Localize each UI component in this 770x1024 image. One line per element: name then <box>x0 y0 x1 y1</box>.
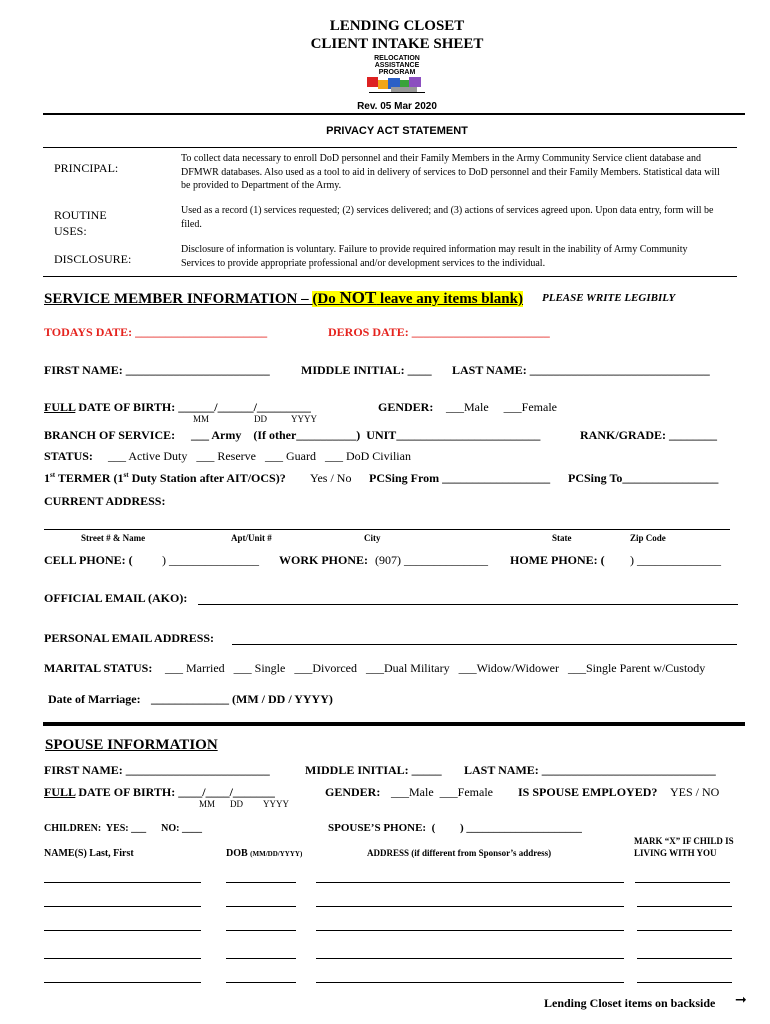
child-2-name-line[interactable] <box>44 906 201 907</box>
spouse-employed-yes-no[interactable]: YES / NO <box>670 785 720 799</box>
dob-hint-yyyy: YYYY <box>291 414 317 424</box>
backside-note: Lending Closet items on backside <box>544 996 716 1010</box>
children-col-dob-label: DOB <box>226 848 248 859</box>
child-1-mark-line[interactable] <box>635 882 730 883</box>
child-2-mark-line[interactable] <box>637 906 732 907</box>
official-email-label: OFFICIAL EMAIL (AKO): <box>44 591 188 605</box>
work-phone-label: WORK PHONE: <box>279 553 368 567</box>
branch-label: BRANCH OF SERVICE: <box>44 428 176 442</box>
spouse-middle-initial-field[interactable]: MIDDLE INITIAL: _____ <box>305 763 442 777</box>
privacy-label-disclosure: DISCLOSURE: <box>54 252 132 266</box>
child-4-mark-line[interactable] <box>637 958 732 959</box>
warning-post: leave any items blank) <box>376 291 523 307</box>
dob-label: DATE OF BIRTH: ______/______/_________ <box>75 400 311 414</box>
date-of-marriage-field[interactable]: _____________ (MM / DD / YYYY) <box>151 692 333 706</box>
addr-col-street: Street # & Name <box>81 533 146 543</box>
arrow-right-icon: ➞ <box>735 992 747 1008</box>
home-phone-label: HOME PHONE: ( <box>510 553 605 567</box>
spouse-employed-label: IS SPOUSE EMPLOYED? <box>518 785 658 799</box>
first-termer-yes-no[interactable]: Yes / No <box>310 471 352 485</box>
gender-label: GENDER: <box>378 400 434 414</box>
pcs-to-field[interactable]: PCSing To________________ <box>568 471 719 485</box>
svg-text:PROGRAM: PROGRAM <box>378 69 416 76</box>
privacy-text-routine-uses: Used as a record (1) services requested; (2) services delivered; and (3) actions of services agreed upon. Upon data entry, form will be filed. <box>181 205 714 230</box>
date-of-marriage-label: Date of Marriage: <box>48 692 141 706</box>
mark-x-note-line2: LIVING WITH YOU <box>634 848 717 858</box>
privacy-top-rule <box>43 147 737 148</box>
first-name-field[interactable]: FIRST NAME: ________________________ <box>44 363 270 377</box>
warning-not: NOT <box>339 288 377 307</box>
form-title: LENDING CLOSET <box>329 18 465 34</box>
child-4-dob-line[interactable] <box>226 958 296 959</box>
children-col-address: ADDRESS (if different from Sponsor’s address) <box>367 848 552 858</box>
children-col-dob <box>226 848 302 859</box>
spouse-dob-field[interactable] <box>44 785 275 800</box>
warning-pre: (Do <box>312 291 340 307</box>
dob-full-label: FULL <box>44 400 76 414</box>
termer-sup-st: st <box>50 471 56 479</box>
termer-mid: TERMER (1 <box>55 471 124 485</box>
privacy-heading: PRIVACY ACT STATEMENT <box>326 125 468 137</box>
personal-email-label: PERSONAL EMAIL ADDRESS: <box>44 631 215 645</box>
current-address-line[interactable] <box>44 529 730 530</box>
section-divider <box>43 722 745 726</box>
svg-text:RELOCATION: RELOCATION <box>374 55 420 62</box>
deros-date-field[interactable]: DEROS DATE: _______________________ <box>328 325 550 339</box>
privacy-label-principal: PRINCIPAL: <box>54 161 119 175</box>
gender-options[interactable]: ___Male ___Female <box>446 400 557 414</box>
spouse-dob-hint-yyyy: YYYY <box>263 799 289 809</box>
child-3-address-line[interactable] <box>316 930 624 931</box>
dob-field[interactable] <box>44 400 311 415</box>
termer-1: 1 <box>44 471 50 485</box>
child-3-name-line[interactable] <box>44 930 201 931</box>
privacy-label-routine-uses: ROUTINE USES: <box>54 208 107 238</box>
child-2-address-line[interactable] <box>316 906 624 907</box>
status-label: STATUS: <box>44 449 93 463</box>
spouse-heading: SPOUSE INFORMATION <box>45 737 218 753</box>
pcs-from-field[interactable]: PCSing From __________________ <box>369 471 551 485</box>
spouse-gender-options[interactable]: ___Male ___Female <box>391 785 493 799</box>
spouse-phone-field[interactable]: SPOUSE’S PHONE: ( ) _____________________ <box>328 822 582 834</box>
children-col-names: NAME(S) Last, First <box>44 848 134 859</box>
cell-phone-field[interactable]: ) _______________ <box>162 553 259 567</box>
mark-x-note-line1: MARK “X” IF CHILD IS <box>634 836 734 846</box>
child-2-dob-line[interactable] <box>226 906 296 907</box>
marital-status-options[interactable]: ___ Married ___ Single ___Divorced ___Dual Military ___Widow/Widower ___Single Parent w/Custody <box>165 661 706 675</box>
marital-status-label: MARITAL STATUS: <box>44 661 153 675</box>
child-4-name-line[interactable] <box>44 958 201 959</box>
spouse-dob-hint-mm: MM <box>199 799 216 809</box>
addr-col-zip: Zip Code <box>630 533 666 543</box>
home-phone-field[interactable]: ) ______________ <box>630 553 721 567</box>
cell-phone-label: CELL PHONE: ( <box>44 553 133 567</box>
warning-highlight <box>312 288 523 307</box>
first-termer-question <box>44 471 286 486</box>
addr-col-apt: Apt/Unit # <box>231 533 272 543</box>
relocation-program-logo <box>361 53 433 98</box>
middle-initial-field[interactable]: MIDDLE INITIAL: ____ <box>301 363 432 377</box>
dob-hint-dd: DD <box>254 414 267 424</box>
child-5-address-line[interactable] <box>316 982 624 983</box>
revision-date: Rev. 05 Mar 2020 <box>357 101 437 112</box>
privacy-text-principal: To collect data necessary to enroll DoD personnel and their Family Members in the Army Community Service client database and DFMWR databases. Also used as a tool to aid in delivery of services to DoD personnel and their Family Members. Statistical data will be provided to Department of the Army. <box>181 153 720 191</box>
form-subtitle: CLIENT INTAKE SHEET <box>310 36 484 52</box>
child-1-address-line[interactable] <box>316 882 624 883</box>
spouse-gender-label: GENDER: <box>325 785 381 799</box>
child-3-dob-line[interactable] <box>226 930 296 931</box>
header-divider <box>43 113 745 115</box>
dob-hint-mm: MM <box>193 414 210 424</box>
privacy-bottom-rule <box>43 276 737 277</box>
spouse-dob-hint-dd: DD <box>230 799 243 809</box>
spouse-last-name-field[interactable]: LAST NAME: _____________________________ <box>464 763 716 777</box>
spouse-dob-label: DATE OF BIRTH: ____/____/_______ <box>75 785 275 799</box>
child-5-name-line[interactable] <box>44 982 201 983</box>
svg-text:ASSISTANCE: ASSISTANCE <box>374 62 420 69</box>
status-options[interactable]: ___ Active Duty ___ Reserve ___ Guard ___ DoD Civilian <box>108 449 411 463</box>
rank-grade-field[interactable]: RANK/GRADE: ________ <box>580 428 717 442</box>
child-1-dob-line[interactable] <box>226 882 296 883</box>
personal-email-line[interactable] <box>232 644 737 645</box>
service-member-heading-text: SERVICE MEMBER INFORMATION – <box>44 291 313 307</box>
work-phone-field[interactable]: (907) ______________ <box>375 553 488 567</box>
children-field[interactable]: CHILDREN: YES: ___ NO: ____ <box>44 823 202 834</box>
branch-options[interactable]: ___ Army (If other__________) UNIT________________________ <box>191 428 541 442</box>
privacy-text-disclosure: Disclosure of information is voluntary. Failure to provide required information may result in the inability of Army Community Services to provide appropriate professional and/or development services to the individual. <box>181 244 688 269</box>
current-address-label: CURRENT ADDRESS: <box>44 494 166 508</box>
official-email-line[interactable] <box>198 604 738 605</box>
child-5-dob-line[interactable] <box>226 982 296 983</box>
spouse-dob-full-label: FULL <box>44 785 76 799</box>
child-5-mark-line[interactable] <box>637 982 732 983</box>
child-4-address-line[interactable] <box>316 958 624 959</box>
spouse-first-name-field[interactable]: FIRST NAME: ________________________ <box>44 763 270 777</box>
write-legibly-note: PLEASE WRITE LEGIBILY <box>542 292 676 304</box>
termer-sup-st-2: st <box>123 471 129 479</box>
todays-date-field[interactable]: TODAYS DATE: ______________________ <box>44 325 268 339</box>
child-1-name-line[interactable] <box>44 882 201 883</box>
termer-post: Duty Station after AIT/OCS)? <box>128 471 286 485</box>
addr-col-state: State <box>552 533 572 543</box>
service-member-heading <box>44 288 523 308</box>
children-col-dob-format: (MM/DD/YYYY) <box>250 850 303 858</box>
last-name-field[interactable]: LAST NAME: ______________________________ <box>452 363 710 377</box>
addr-col-city: City <box>364 533 381 543</box>
child-3-mark-line[interactable] <box>637 930 732 931</box>
